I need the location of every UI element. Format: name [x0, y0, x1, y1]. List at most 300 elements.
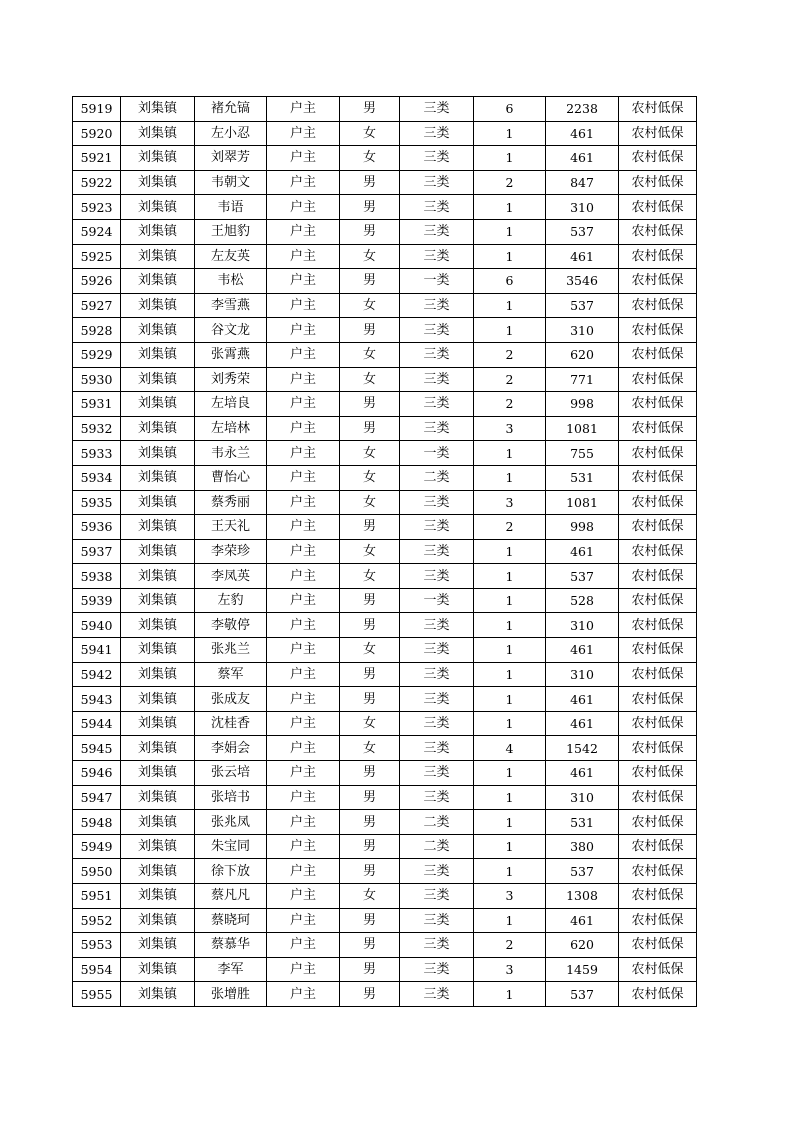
- name-cell: 王旭豹: [195, 219, 267, 244]
- name-cell: 李荣珍: [195, 539, 267, 564]
- household-size-cell: 1: [474, 441, 546, 466]
- name-cell: 韦语: [195, 195, 267, 220]
- serial-number-cell: 5921: [73, 146, 121, 171]
- relation-cell: 户主: [267, 711, 340, 736]
- gender-cell: 女: [340, 367, 400, 392]
- gender-cell: 女: [340, 490, 400, 515]
- household-size-cell: 1: [474, 982, 546, 1007]
- township-cell: 刘集镇: [121, 662, 195, 687]
- type-cell: 农村低保: [619, 195, 697, 220]
- household-size-cell: 2: [474, 170, 546, 195]
- category-cell: 三类: [400, 908, 474, 933]
- serial-number-cell: 5952: [73, 908, 121, 933]
- table-row: [73, 244, 697, 269]
- household-size-cell: 1: [474, 761, 546, 786]
- type-cell: 农村低保: [619, 687, 697, 712]
- table-row: [73, 97, 697, 122]
- category-cell: 三类: [400, 121, 474, 146]
- serial-number-cell: 5935: [73, 490, 121, 515]
- category-cell: 三类: [400, 736, 474, 761]
- household-size-cell: 1: [474, 195, 546, 220]
- type-cell: 农村低保: [619, 933, 697, 958]
- township-cell: 刘集镇: [121, 810, 195, 835]
- household-size-cell: 1: [474, 146, 546, 171]
- amount-cell: 847: [546, 170, 619, 195]
- amount-cell: 380: [546, 834, 619, 859]
- gender-cell: 男: [340, 416, 400, 441]
- category-cell: 二类: [400, 465, 474, 490]
- gender-cell: 男: [340, 662, 400, 687]
- gender-cell: 女: [340, 342, 400, 367]
- serial-number-cell: 5920: [73, 121, 121, 146]
- category-cell: 三类: [400, 515, 474, 540]
- relation-cell: 户主: [267, 859, 340, 884]
- relation-cell: 户主: [267, 416, 340, 441]
- type-cell: 农村低保: [619, 342, 697, 367]
- amount-cell: 1308: [546, 884, 619, 909]
- roster-body: [73, 97, 697, 1007]
- household-size-cell: 1: [474, 293, 546, 318]
- relation-cell: 户主: [267, 441, 340, 466]
- amount-cell: 771: [546, 367, 619, 392]
- type-cell: 农村低保: [619, 146, 697, 171]
- serial-number-cell: 5939: [73, 588, 121, 613]
- township-cell: 刘集镇: [121, 638, 195, 663]
- table-row: [73, 269, 697, 294]
- township-cell: 刘集镇: [121, 269, 195, 294]
- township-cell: 刘集镇: [121, 588, 195, 613]
- category-cell: 三类: [400, 933, 474, 958]
- serial-number-cell: 5936: [73, 515, 121, 540]
- township-cell: 刘集镇: [121, 342, 195, 367]
- household-size-cell: 3: [474, 884, 546, 909]
- relation-cell: 户主: [267, 97, 340, 122]
- table-row: [73, 146, 697, 171]
- table-row: [73, 933, 697, 958]
- relation-cell: 户主: [267, 219, 340, 244]
- type-cell: 农村低保: [619, 613, 697, 638]
- gender-cell: 男: [340, 195, 400, 220]
- relation-cell: 户主: [267, 613, 340, 638]
- relation-cell: 户主: [267, 564, 340, 589]
- township-cell: 刘集镇: [121, 908, 195, 933]
- amount-cell: 1542: [546, 736, 619, 761]
- type-cell: 农村低保: [619, 219, 697, 244]
- type-cell: 农村低保: [619, 884, 697, 909]
- township-cell: 刘集镇: [121, 318, 195, 343]
- amount-cell: 528: [546, 588, 619, 613]
- name-cell: 左豹: [195, 588, 267, 613]
- type-cell: 农村低保: [619, 810, 697, 835]
- relation-cell: 户主: [267, 342, 340, 367]
- name-cell: 张增胜: [195, 982, 267, 1007]
- household-size-cell: 6: [474, 97, 546, 122]
- relation-cell: 户主: [267, 957, 340, 982]
- township-cell: 刘集镇: [121, 564, 195, 589]
- type-cell: 农村低保: [619, 318, 697, 343]
- township-cell: 刘集镇: [121, 170, 195, 195]
- gender-cell: 女: [340, 564, 400, 589]
- township-cell: 刘集镇: [121, 515, 195, 540]
- amount-cell: 461: [546, 121, 619, 146]
- household-size-cell: 6: [474, 269, 546, 294]
- township-cell: 刘集镇: [121, 982, 195, 1007]
- relation-cell: 户主: [267, 736, 340, 761]
- serial-number-cell: 5927: [73, 293, 121, 318]
- category-cell: 三类: [400, 195, 474, 220]
- name-cell: 谷文龙: [195, 318, 267, 343]
- table-row: [73, 957, 697, 982]
- amount-cell: 531: [546, 810, 619, 835]
- township-cell: 刘集镇: [121, 195, 195, 220]
- table-row: [73, 318, 697, 343]
- township-cell: 刘集镇: [121, 687, 195, 712]
- household-size-cell: 1: [474, 588, 546, 613]
- gender-cell: 女: [340, 711, 400, 736]
- household-size-cell: 1: [474, 859, 546, 884]
- gender-cell: 男: [340, 761, 400, 786]
- table-row: [73, 195, 697, 220]
- serial-number-cell: 5928: [73, 318, 121, 343]
- serial-number-cell: 5937: [73, 539, 121, 564]
- relation-cell: 户主: [267, 195, 340, 220]
- amount-cell: 2238: [546, 97, 619, 122]
- table-row: [73, 982, 697, 1007]
- household-size-cell: 1: [474, 834, 546, 859]
- gender-cell: 女: [340, 244, 400, 269]
- name-cell: 蔡军: [195, 662, 267, 687]
- household-size-cell: 3: [474, 490, 546, 515]
- serial-number-cell: 5942: [73, 662, 121, 687]
- amount-cell: 310: [546, 662, 619, 687]
- table-row: [73, 392, 697, 417]
- type-cell: 农村低保: [619, 490, 697, 515]
- table-row: [73, 711, 697, 736]
- household-size-cell: 1: [474, 810, 546, 835]
- name-cell: 左培良: [195, 392, 267, 417]
- type-cell: 农村低保: [619, 859, 697, 884]
- relation-cell: 户主: [267, 588, 340, 613]
- township-cell: 刘集镇: [121, 859, 195, 884]
- serial-number-cell: 5930: [73, 367, 121, 392]
- township-cell: 刘集镇: [121, 711, 195, 736]
- relation-cell: 户主: [267, 539, 340, 564]
- amount-cell: 461: [546, 711, 619, 736]
- serial-number-cell: 5931: [73, 392, 121, 417]
- amount-cell: 537: [546, 219, 619, 244]
- name-cell: 韦永兰: [195, 441, 267, 466]
- table-row: [73, 170, 697, 195]
- type-cell: 农村低保: [619, 761, 697, 786]
- category-cell: 二类: [400, 810, 474, 835]
- name-cell: 李敬停: [195, 613, 267, 638]
- amount-cell: 620: [546, 933, 619, 958]
- household-size-cell: 1: [474, 785, 546, 810]
- township-cell: 刘集镇: [121, 146, 195, 171]
- gender-cell: 男: [340, 859, 400, 884]
- name-cell: 左培林: [195, 416, 267, 441]
- relation-cell: 户主: [267, 465, 340, 490]
- type-cell: 农村低保: [619, 908, 697, 933]
- household-size-cell: 2: [474, 342, 546, 367]
- serial-number-cell: 5955: [73, 982, 121, 1007]
- gender-cell: 男: [340, 515, 400, 540]
- name-cell: 李凤英: [195, 564, 267, 589]
- township-cell: 刘集镇: [121, 957, 195, 982]
- table-row: [73, 539, 697, 564]
- category-cell: 三类: [400, 957, 474, 982]
- gender-cell: 男: [340, 957, 400, 982]
- township-cell: 刘集镇: [121, 244, 195, 269]
- relation-cell: 户主: [267, 121, 340, 146]
- table-row: [73, 564, 697, 589]
- roster-table: [72, 96, 697, 1007]
- gender-cell: 女: [340, 441, 400, 466]
- relation-cell: 户主: [267, 884, 340, 909]
- type-cell: 农村低保: [619, 269, 697, 294]
- category-cell: 三类: [400, 490, 474, 515]
- relation-cell: 户主: [267, 367, 340, 392]
- name-cell: 曹怡心: [195, 465, 267, 490]
- category-cell: 三类: [400, 416, 474, 441]
- type-cell: 农村低保: [619, 293, 697, 318]
- serial-number-cell: 5944: [73, 711, 121, 736]
- name-cell: 韦朝文: [195, 170, 267, 195]
- type-cell: 农村低保: [619, 638, 697, 663]
- category-cell: 三类: [400, 392, 474, 417]
- amount-cell: 461: [546, 146, 619, 171]
- name-cell: 刘翠芳: [195, 146, 267, 171]
- township-cell: 刘集镇: [121, 367, 195, 392]
- amount-cell: 461: [546, 539, 619, 564]
- serial-number-cell: 5954: [73, 957, 121, 982]
- household-size-cell: 1: [474, 219, 546, 244]
- serial-number-cell: 5949: [73, 834, 121, 859]
- name-cell: 左小忍: [195, 121, 267, 146]
- serial-number-cell: 5923: [73, 195, 121, 220]
- category-cell: 一类: [400, 441, 474, 466]
- amount-cell: 310: [546, 785, 619, 810]
- serial-number-cell: 5948: [73, 810, 121, 835]
- relation-cell: 户主: [267, 761, 340, 786]
- gender-cell: 男: [340, 810, 400, 835]
- table-row: [73, 613, 697, 638]
- amount-cell: 531: [546, 465, 619, 490]
- type-cell: 农村低保: [619, 441, 697, 466]
- type-cell: 农村低保: [619, 982, 697, 1007]
- type-cell: 农村低保: [619, 588, 697, 613]
- table-row: [73, 687, 697, 712]
- name-cell: 张兆凤: [195, 810, 267, 835]
- category-cell: 三类: [400, 318, 474, 343]
- table-row: [73, 834, 697, 859]
- name-cell: 张云培: [195, 761, 267, 786]
- township-cell: 刘集镇: [121, 761, 195, 786]
- gender-cell: 女: [340, 121, 400, 146]
- category-cell: 三类: [400, 662, 474, 687]
- gender-cell: 男: [340, 908, 400, 933]
- relation-cell: 户主: [267, 908, 340, 933]
- name-cell: 张兆兰: [195, 638, 267, 663]
- serial-number-cell: 5933: [73, 441, 121, 466]
- gender-cell: 男: [340, 687, 400, 712]
- relation-cell: 户主: [267, 318, 340, 343]
- relation-cell: 户主: [267, 982, 340, 1007]
- relation-cell: 户主: [267, 490, 340, 515]
- type-cell: 农村低保: [619, 465, 697, 490]
- name-cell: 蔡晓珂: [195, 908, 267, 933]
- serial-number-cell: 5922: [73, 170, 121, 195]
- category-cell: 三类: [400, 293, 474, 318]
- type-cell: 农村低保: [619, 785, 697, 810]
- name-cell: 张成友: [195, 687, 267, 712]
- gender-cell: 女: [340, 146, 400, 171]
- relation-cell: 户主: [267, 170, 340, 195]
- category-cell: 三类: [400, 613, 474, 638]
- amount-cell: 620: [546, 342, 619, 367]
- relation-cell: 户主: [267, 293, 340, 318]
- amount-cell: 998: [546, 392, 619, 417]
- gender-cell: 男: [340, 170, 400, 195]
- type-cell: 农村低保: [619, 244, 697, 269]
- serial-number-cell: 5945: [73, 736, 121, 761]
- serial-number-cell: 5947: [73, 785, 121, 810]
- name-cell: 李娟会: [195, 736, 267, 761]
- amount-cell: 461: [546, 638, 619, 663]
- serial-number-cell: 5929: [73, 342, 121, 367]
- township-cell: 刘集镇: [121, 933, 195, 958]
- name-cell: 蔡秀丽: [195, 490, 267, 515]
- category-cell: 三类: [400, 785, 474, 810]
- township-cell: 刘集镇: [121, 392, 195, 417]
- category-cell: 一类: [400, 269, 474, 294]
- table-row: [73, 293, 697, 318]
- gender-cell: 男: [340, 318, 400, 343]
- table-row: [73, 465, 697, 490]
- household-size-cell: 1: [474, 687, 546, 712]
- type-cell: 农村低保: [619, 515, 697, 540]
- gender-cell: 男: [340, 613, 400, 638]
- relation-cell: 户主: [267, 834, 340, 859]
- gender-cell: 女: [340, 736, 400, 761]
- category-cell: 三类: [400, 859, 474, 884]
- serial-number-cell: 5950: [73, 859, 121, 884]
- name-cell: 褚允镐: [195, 97, 267, 122]
- household-size-cell: 1: [474, 613, 546, 638]
- type-cell: 农村低保: [619, 564, 697, 589]
- serial-number-cell: 5941: [73, 638, 121, 663]
- relation-cell: 户主: [267, 269, 340, 294]
- amount-cell: 1459: [546, 957, 619, 982]
- township-cell: 刘集镇: [121, 121, 195, 146]
- amount-cell: 3546: [546, 269, 619, 294]
- table-row: [73, 342, 697, 367]
- serial-number-cell: 5924: [73, 219, 121, 244]
- serial-number-cell: 5953: [73, 933, 121, 958]
- township-cell: 刘集镇: [121, 441, 195, 466]
- category-cell: 一类: [400, 588, 474, 613]
- table-row: [73, 662, 697, 687]
- township-cell: 刘集镇: [121, 416, 195, 441]
- table-row: [73, 785, 697, 810]
- table-row: [73, 367, 697, 392]
- table-row: [73, 490, 697, 515]
- gender-cell: 男: [340, 588, 400, 613]
- serial-number-cell: 5940: [73, 613, 121, 638]
- category-cell: 三类: [400, 982, 474, 1007]
- gender-cell: 男: [340, 785, 400, 810]
- category-cell: 三类: [400, 884, 474, 909]
- name-cell: 蔡凡凡: [195, 884, 267, 909]
- relation-cell: 户主: [267, 810, 340, 835]
- serial-number-cell: 5932: [73, 416, 121, 441]
- gender-cell: 男: [340, 933, 400, 958]
- relation-cell: 户主: [267, 687, 340, 712]
- roster-sheet: [72, 96, 696, 1007]
- household-size-cell: 1: [474, 318, 546, 343]
- amount-cell: 461: [546, 687, 619, 712]
- amount-cell: 461: [546, 908, 619, 933]
- gender-cell: 男: [340, 97, 400, 122]
- table-row: [73, 736, 697, 761]
- category-cell: 三类: [400, 170, 474, 195]
- amount-cell: 537: [546, 859, 619, 884]
- name-cell: 朱宝同: [195, 834, 267, 859]
- relation-cell: 户主: [267, 515, 340, 540]
- name-cell: 王天礼: [195, 515, 267, 540]
- table-row: [73, 121, 697, 146]
- name-cell: 沈桂香: [195, 711, 267, 736]
- relation-cell: 户主: [267, 662, 340, 687]
- name-cell: 徐下放: [195, 859, 267, 884]
- category-cell: 三类: [400, 244, 474, 269]
- household-size-cell: 1: [474, 121, 546, 146]
- amount-cell: 310: [546, 613, 619, 638]
- township-cell: 刘集镇: [121, 293, 195, 318]
- township-cell: 刘集镇: [121, 834, 195, 859]
- category-cell: 三类: [400, 761, 474, 786]
- table-row: [73, 515, 697, 540]
- household-size-cell: 1: [474, 662, 546, 687]
- type-cell: 农村低保: [619, 736, 697, 761]
- table-row: [73, 638, 697, 663]
- category-cell: 三类: [400, 146, 474, 171]
- name-cell: 左友英: [195, 244, 267, 269]
- table-row: [73, 219, 697, 244]
- amount-cell: 461: [546, 761, 619, 786]
- serial-number-cell: 5951: [73, 884, 121, 909]
- table-row: [73, 908, 697, 933]
- amount-cell: 537: [546, 293, 619, 318]
- serial-number-cell: 5919: [73, 97, 121, 122]
- type-cell: 农村低保: [619, 392, 697, 417]
- category-cell: 三类: [400, 638, 474, 663]
- household-size-cell: 1: [474, 711, 546, 736]
- table-row: [73, 761, 697, 786]
- category-cell: 三类: [400, 711, 474, 736]
- township-cell: 刘集镇: [121, 736, 195, 761]
- type-cell: 农村低保: [619, 662, 697, 687]
- serial-number-cell: 5943: [73, 687, 121, 712]
- amount-cell: 1081: [546, 490, 619, 515]
- amount-cell: 537: [546, 982, 619, 1007]
- township-cell: 刘集镇: [121, 884, 195, 909]
- gender-cell: 女: [340, 293, 400, 318]
- gender-cell: 女: [340, 539, 400, 564]
- name-cell: 张培书: [195, 785, 267, 810]
- type-cell: 农村低保: [619, 121, 697, 146]
- table-row: [73, 884, 697, 909]
